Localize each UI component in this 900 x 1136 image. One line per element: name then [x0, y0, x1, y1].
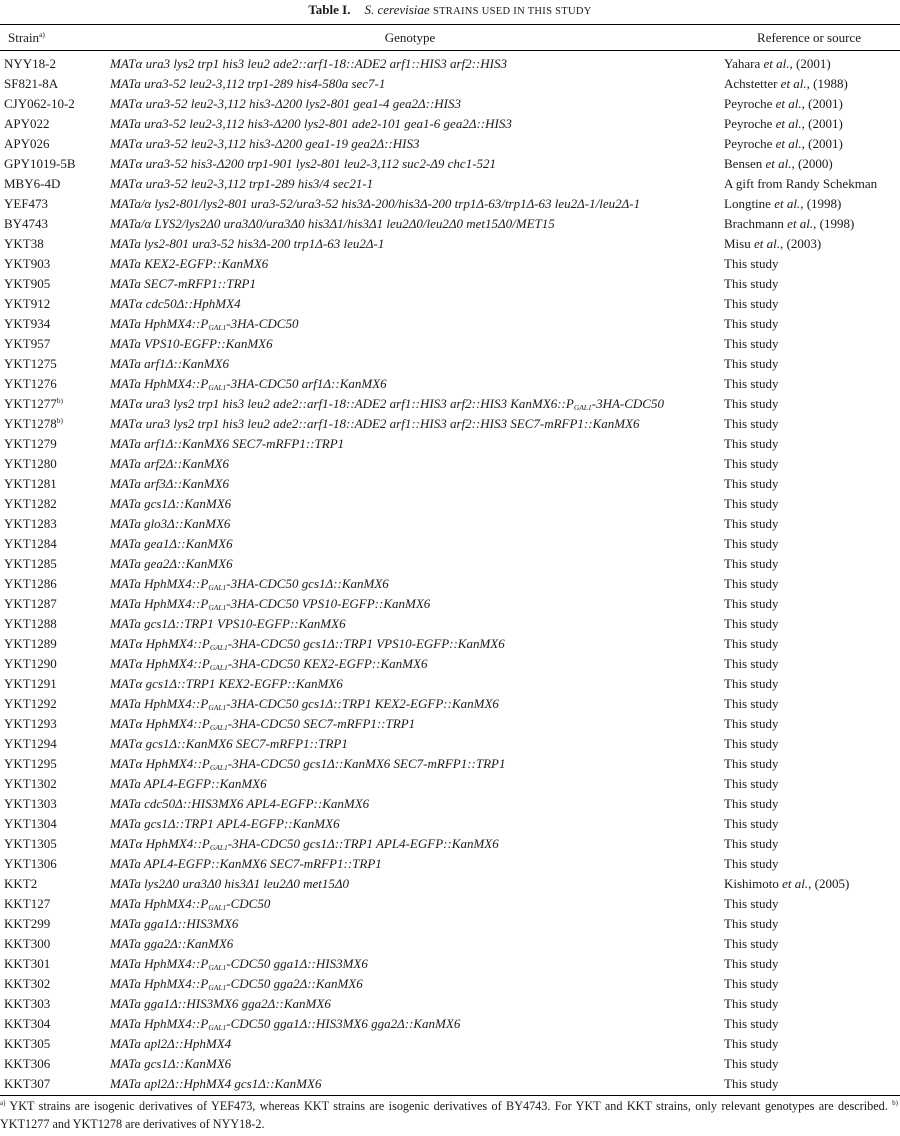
header-genotype: Genotype	[384, 30, 436, 45]
genotype-cell: MATa $HphMX4::P_{GAL1}-3HA-CDC50$ gcs1Δ::TRP1 KEX2-EGFP::KanMX6	[110, 696, 499, 712]
strain-cell: YKT1291	[4, 676, 57, 691]
header-rule	[0, 50, 900, 51]
genotype-cell: MATα $HphMX4::P_{GAL1}-3HA-CDC50$ KEX2-EGFP::KanMX6	[110, 656, 428, 672]
reference-cell: This study	[724, 596, 779, 611]
strain-cell: KKT302	[4, 976, 51, 991]
genotype-cell: MATa gga2Δ::KanMX6	[110, 936, 234, 951]
table-row	[0, 294, 900, 314]
table-row	[0, 994, 900, 1014]
strain-cell: KKT299	[4, 916, 51, 931]
genotype-cell: MATa apl2Δ::HphMX4	[110, 1036, 232, 1051]
table-row	[0, 714, 900, 734]
reference-cell: A gift from Randy Schekman	[724, 176, 878, 191]
genotype-cell: MATa glo3Δ::KanMX6	[110, 516, 231, 531]
genotype-cell: MATα $HphMX4::P_{GAL1}-3HA-CDC50$ gcs1Δ::KanMX6 SEC7-mRFP1::TRP1	[110, 756, 506, 772]
table-row	[0, 774, 900, 794]
reference-cell: Peyroche et al., (2001)	[724, 96, 843, 111]
genotype-cell: MATa SEC7-mRFP1::TRP1	[110, 276, 256, 291]
genotype-cell: MATa cdc50Δ::HIS3MX6 APL4-EGFP::KanMX6	[110, 796, 370, 811]
strain-cell: SF821-8A	[4, 76, 59, 91]
reference-cell: This study	[724, 376, 779, 391]
table-row	[0, 694, 900, 714]
strain-cell: MBY6-4D	[4, 176, 61, 191]
genotype-cell: MATα ura3 lys2 trp1 his3 leu2 ade2::arf1-18::ADE2 arf1::HIS3 arf2::HIS3	[110, 56, 508, 71]
reference-cell: This study	[724, 1056, 779, 1071]
table-row	[0, 1034, 900, 1054]
reference-cell: Longtine et al., (1998)	[724, 196, 842, 211]
strain-footnote-mark: b)	[56, 416, 63, 425]
reference-cell: This study	[724, 696, 779, 711]
strain-cell: YKT1279	[4, 436, 57, 451]
genotype-cell: MATa arf2Δ::KanMX6	[110, 456, 229, 471]
reference-cell: This study	[724, 896, 779, 911]
genotype-cell: MATa ura3-52 leu2-3,112 his3-Δ200 lys2-801 ade2-101 gea1-6 gea2Δ::HIS3	[110, 116, 512, 131]
top-rule	[0, 24, 900, 25]
table-row	[0, 374, 900, 394]
strain-cell: YKT1287	[4, 596, 57, 611]
table-title	[0, 0, 900, 20]
strain-cell: YKT1288	[4, 616, 57, 631]
table-label: Table I.	[308, 2, 351, 17]
strain-cell: YKT903	[4, 256, 51, 271]
genotype-cell: MATa gcs1Δ::KanMX6	[110, 496, 232, 511]
header-strain: Strain$^{a)}$	[8, 30, 45, 45]
table-row	[0, 134, 900, 154]
strain-cell: YKT1284	[4, 536, 57, 551]
genotype-cell: MATa APL4-EGFP::KanMX6	[110, 776, 267, 791]
reference-cell: This study	[724, 936, 779, 951]
reference-cell: Peyroche et al., (2001)	[724, 116, 843, 131]
table-row	[0, 534, 900, 554]
reference-cell: This study	[724, 416, 779, 431]
table-row	[0, 834, 900, 854]
genotype-cell: MATa/α lys2-801/lys2-801 ura3-52/ura3-52 his3Δ-200/his3Δ-200 trp1Δ-63/trp1Δ-63 leu2Δ-1/leu2Δ-1	[110, 196, 641, 211]
header-reference: Reference or source	[757, 30, 861, 45]
reference-cell: This study	[724, 496, 779, 511]
table-row	[0, 974, 900, 994]
genotype-cell: MATa apl2Δ::HphMX4 gcs1Δ::KanMX6	[110, 1076, 322, 1091]
table-row	[0, 1054, 900, 1074]
strain-cell: APY026	[4, 136, 50, 151]
table-row	[0, 194, 900, 214]
strain-cell: YKT957	[4, 336, 51, 351]
reference-cell: This study	[724, 636, 779, 651]
table-row	[0, 354, 900, 374]
table-row	[0, 854, 900, 874]
genotype-cell: MATa ura3-52 leu2-3,112 trp1-289 his4-580a sec7-1	[110, 76, 386, 91]
table-row	[0, 174, 900, 194]
genotype-cell: MATa $HphMX4::P_{GAL1}-3HA-CDC50$ arf1Δ::KanMX6	[110, 376, 387, 392]
strain-cell: KKT306	[4, 1056, 51, 1071]
footnote-a: YKT strains are isogenic derivatives of YEF473, whereas KKT strains are isogenic derivatives of BY4743. For YKT and KKT strains, only relevant genotypes are described.	[9, 1099, 888, 1113]
genotype-cell: MATa gea2Δ::KanMX6	[110, 556, 233, 571]
table-row	[0, 234, 900, 254]
table-row	[0, 474, 900, 494]
table-row	[0, 434, 900, 454]
genotype-cell: MATa APL4-EGFP::KanMX6 SEC7-mRFP1::TRP1	[110, 856, 382, 871]
strain-cell: KKT2	[4, 876, 38, 891]
reference-cell: This study	[724, 756, 779, 771]
genotype-cell: MATα ura3 lys2 trp1 his3 leu2 ade2::arf1-18::ADE2 arf1::HIS3 arf2::HIS3 $KanMX6::P_{GAL1}-3HA-CDC50$	[110, 396, 664, 412]
genotype-cell: MATa arf1Δ::KanMX6	[110, 356, 229, 371]
genotype-cell: MATa $HphMX4::P_{GAL1}-3HA-CDC50$	[110, 316, 299, 332]
bottom-rule	[0, 1095, 900, 1096]
strain-cell: KKT301	[4, 956, 51, 971]
table-row	[0, 794, 900, 814]
reference-cell: This study	[724, 256, 779, 271]
table-row	[0, 654, 900, 674]
strain-cell: YKT1292	[4, 696, 57, 711]
strain-cell: YKT1276	[4, 376, 57, 391]
reference-cell: Kishimoto et al., (2005)	[724, 876, 850, 891]
strain-cell: YKT1286	[4, 576, 57, 591]
genotype-cell: MATα ura3-52 leu2-3,112 his3-Δ200 lys2-801 gea1-4 gea2Δ::HIS3	[110, 96, 461, 111]
strain-cell: YKT1277$^{b)}$	[4, 396, 63, 411]
reference-cell: This study	[724, 816, 779, 831]
reference-cell: This study	[724, 716, 779, 731]
reference-cell: This study	[724, 656, 779, 671]
genotype-cell: MATa lys2-801 ura3-52 his3Δ-200 trp1Δ-63 leu2Δ-1	[110, 236, 385, 251]
strain-cell: YKT1275	[4, 356, 57, 371]
genotype-cell: MATa/α LYS2/lys2Δ0 ura3Δ0/ura3Δ0 his3Δ1/his3Δ1 leu2Δ0/leu2Δ0 met15Δ0/MET15	[110, 216, 555, 231]
reference-cell: This study	[724, 576, 779, 591]
strain-cell: BY4743	[4, 216, 49, 231]
strain-cell: KKT300	[4, 936, 51, 951]
genotype-cell: MATa lys2Δ0 ura3Δ0 his3Δ1 leu2Δ0 met15Δ0	[110, 876, 350, 891]
table-row	[0, 1014, 900, 1034]
reference-cell: This study	[724, 736, 779, 751]
strain-cell: YKT934	[4, 316, 51, 331]
strain-cell: YKT905	[4, 276, 51, 291]
table-footnotes	[0, 1097, 898, 1133]
genotype-cell: MATa gga1Δ::HIS3MX6 gga2Δ::KanMX6	[110, 996, 331, 1011]
genotype-cell: MATa gga1Δ::HIS3MX6	[110, 916, 239, 931]
reference-cell: Brachmann et al., (1998)	[724, 216, 855, 231]
strain-cell: YKT1295	[4, 756, 57, 771]
reference-cell: This study	[724, 776, 779, 791]
footnote-b-mark: b)	[892, 1099, 898, 1107]
reference-cell: This study	[724, 616, 779, 631]
table-row	[0, 934, 900, 954]
reference-cell: This study	[724, 1036, 779, 1051]
strain-cell: YKT1304	[4, 816, 57, 831]
genotype-cell: MATa $HphMX4::P_{GAL1}-CDC50$ gga1Δ::HIS3MX6	[110, 956, 368, 972]
strain-cell: YKT1306	[4, 856, 57, 871]
reference-cell: This study	[724, 516, 779, 531]
reference-cell: Yahara et al., (2001)	[724, 56, 831, 71]
table-row	[0, 214, 900, 234]
genotype-cell: MATα cdc50Δ::HphMX4	[110, 296, 241, 311]
table-row	[0, 754, 900, 774]
table-row	[0, 254, 900, 274]
table-caption-species: S. cerevisiae	[364, 2, 430, 17]
footnote-b: YKT1277 and YKT1278 are derivatives of NYY18-2.	[0, 1117, 265, 1131]
genotype-cell: MATα ura3-52 his3-Δ200 trp1-901 lys2-801 leu2-3,112 suc2-Δ9 chc1-521	[110, 156, 497, 171]
reference-cell: This study	[724, 436, 779, 451]
strain-footnote-mark: b)	[56, 396, 63, 405]
strain-cell: YKT912	[4, 296, 51, 311]
strain-cell: GPY1019-5B	[4, 156, 76, 171]
genotype-cell: MATa $HphMX4::P_{GAL1}-3HA-CDC50$ gcs1Δ::KanMX6	[110, 576, 389, 592]
strain-cell: YKT1283	[4, 516, 57, 531]
table-row	[0, 814, 900, 834]
reference-cell: This study	[724, 676, 779, 691]
reference-cell: This study	[724, 856, 779, 871]
strain-cell: KKT305	[4, 1036, 51, 1051]
strain-cell: YKT1303	[4, 796, 57, 811]
genotype-cell: MATα $HphMX4::P_{GAL1}-3HA-CDC50$ gcs1Δ::TRP1 VPS10-EGFP::KanMX6	[110, 636, 505, 652]
strain-cell: YKT1294	[4, 736, 57, 751]
table-row	[0, 274, 900, 294]
table-row	[0, 114, 900, 134]
table-row	[0, 874, 900, 894]
genotype-cell: MATa gcs1Δ::TRP1 VPS10-EGFP::KanMX6	[110, 616, 346, 631]
table-row	[0, 734, 900, 754]
reference-cell: Peyroche et al., (2001)	[724, 136, 843, 151]
strain-cell: YKT1290	[4, 656, 57, 671]
genotype-cell: MATa $HphMX4::P_{GAL1}-3HA-CDC50$ VPS10-EGFP::KanMX6	[110, 596, 431, 612]
table-row	[0, 54, 900, 74]
strain-cell: YKT1281	[4, 476, 57, 491]
table-row	[0, 414, 900, 434]
table-row	[0, 954, 900, 974]
table-row	[0, 634, 900, 654]
strain-cell: NYY18-2	[4, 56, 56, 71]
strain-cell: YKT1282	[4, 496, 57, 511]
table-row	[0, 554, 900, 574]
strain-cell: YKT1278$^{b)}$	[4, 416, 63, 431]
reference-cell: This study	[724, 556, 779, 571]
footnote-a-mark: a)	[0, 1099, 6, 1107]
reference-cell: This study	[724, 476, 779, 491]
genotype-cell: MATa arf3Δ::KanMX6	[110, 476, 229, 491]
table-row	[0, 454, 900, 474]
genotype-cell: MATa VPS10-EGFP::KanMX6	[110, 336, 273, 351]
strain-cell: YKT1293	[4, 716, 57, 731]
genotype-cell: MATa $HphMX4::P_{GAL1}-CDC50$	[110, 896, 271, 912]
table-row	[0, 154, 900, 174]
reference-cell: This study	[724, 916, 779, 931]
table-row	[0, 1074, 900, 1094]
reference-cell: This study	[724, 296, 779, 311]
table-row	[0, 94, 900, 114]
reference-cell: This study	[724, 796, 779, 811]
strain-cell: YKT1285	[4, 556, 57, 571]
reference-cell: Bensen et al., (2000)	[724, 156, 833, 171]
table-row	[0, 494, 900, 514]
reference-cell: This study	[724, 956, 779, 971]
reference-cell: This study	[724, 276, 779, 291]
reference-cell: This study	[724, 996, 779, 1011]
table-row	[0, 674, 900, 694]
genotype-cell: MATa gea1Δ::KanMX6	[110, 536, 233, 551]
table-header-row	[0, 28, 900, 48]
reference-cell: This study	[724, 1016, 779, 1031]
genotype-cell: MATa KEX2-EGFP::KanMX6	[110, 256, 269, 271]
reference-cell: This study	[724, 316, 779, 331]
table-row	[0, 394, 900, 414]
genotype-cell: MATα ura3-52 leu2-3,112 his3-Δ200 gea1-19 gea2Δ::HIS3	[110, 136, 420, 151]
reference-cell: This study	[724, 836, 779, 851]
genotype-cell: MATa gcs1Δ::KanMX6	[110, 1056, 232, 1071]
table-row	[0, 74, 900, 94]
genotype-cell: MATα $HphMX4::P_{GAL1}-3HA-CDC50$ SEC7-mRFP1::TRP1	[110, 716, 416, 732]
reference-cell: This study	[724, 1076, 779, 1091]
table-row	[0, 314, 900, 334]
genotype-cell: MATα gcs1Δ::TRP1 KEX2-EGFP::KanMX6	[110, 676, 343, 691]
genotype-cell: MATα ura3 lys2 trp1 his3 leu2 ade2::arf1-18::ADE2 arf1::HIS3 arf2::HIS3 SEC7-mRFP1::KanMX6	[110, 416, 640, 431]
strain-cell: KKT127	[4, 896, 51, 911]
table-row	[0, 574, 900, 594]
genotype-cell: MATα gcs1Δ::KanMX6 SEC7-mRFP1::TRP1	[110, 736, 348, 751]
reference-cell: This study	[724, 976, 779, 991]
genotype-cell: MATa gcs1Δ::TRP1 APL4-EGFP::KanMX6	[110, 816, 340, 831]
strain-cell: KKT307	[4, 1076, 51, 1091]
table-row	[0, 594, 900, 614]
strain-cell: CJY062-10-2	[4, 96, 75, 111]
strain-cell: YKT1302	[4, 776, 57, 791]
table-row	[0, 514, 900, 534]
reference-cell: Achstetter et al., (1988)	[724, 76, 848, 91]
strain-cell: YKT1305	[4, 836, 57, 851]
reference-cell: This study	[724, 456, 779, 471]
strain-cell: APY022	[4, 116, 50, 131]
reference-cell: This study	[724, 336, 779, 351]
table-row	[0, 894, 900, 914]
strain-cell: YKT38	[4, 236, 44, 251]
table-caption: STRAINS USED IN THIS STUDY	[432, 6, 592, 17]
reference-cell: This study	[724, 536, 779, 551]
strain-cell: YKT1289	[4, 636, 57, 651]
genotype-cell: MATα $HphMX4::P_{GAL1}-3HA-CDC50$ gcs1Δ::TRP1 APL4-EGFP::KanMX6	[110, 836, 499, 852]
strain-cell: YEF473	[4, 196, 49, 211]
strain-cell: KKT303	[4, 996, 51, 1011]
table-row	[0, 334, 900, 354]
genotype-cell: MATa $HphMX4::P_{GAL1}-CDC50$ gga1Δ::HIS3MX6 gga2Δ::KanMX6	[110, 1016, 461, 1032]
genotype-cell: MATa $HphMX4::P_{GAL1}-CDC50$ gga2Δ::KanMX6	[110, 976, 363, 992]
strain-cell: KKT304	[4, 1016, 51, 1031]
reference-cell: This study	[724, 396, 779, 411]
strain-cell: YKT1280	[4, 456, 57, 471]
reference-cell: Misu et al., (2003)	[724, 236, 822, 251]
table-row	[0, 914, 900, 934]
genotype-cell: MATa arf1Δ::KanMX6 SEC7-mRFP1::TRP1	[110, 436, 345, 451]
table-row	[0, 614, 900, 634]
genotype-cell: MATα ura3-52 leu2-3,112 trp1-289 his3/4 sec21-1	[110, 176, 374, 191]
reference-cell: This study	[724, 356, 779, 371]
